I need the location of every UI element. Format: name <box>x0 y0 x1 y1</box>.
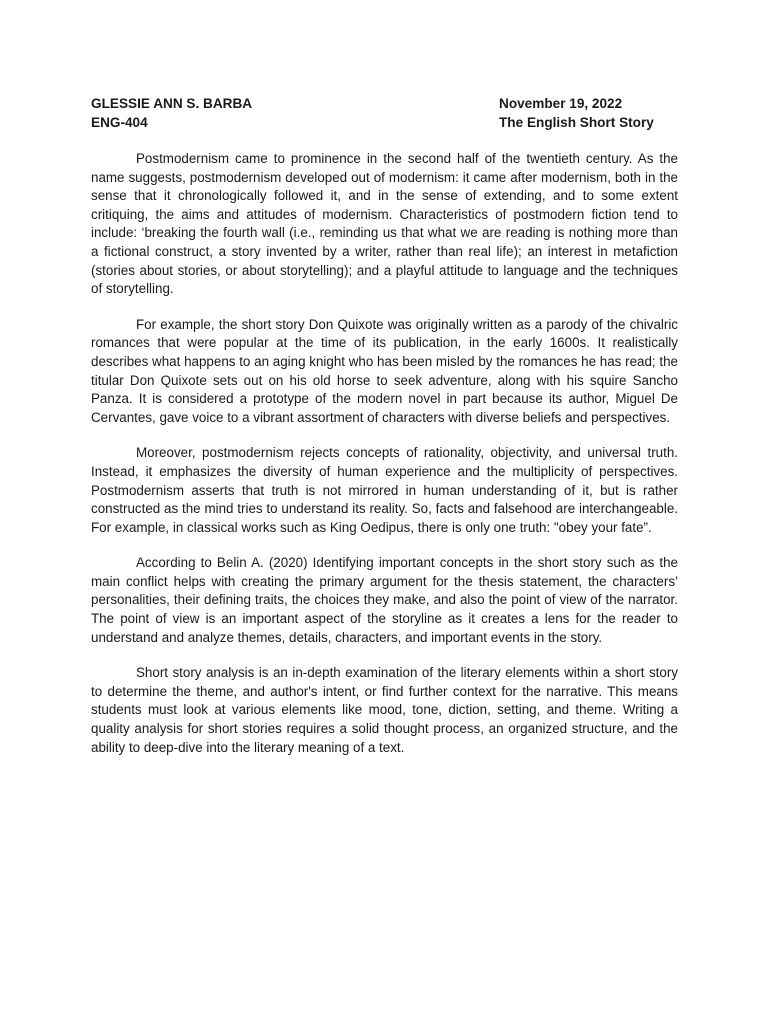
header-row-2 <box>91 113 679 132</box>
paragraph-5: Short story analysis is an in-depth examination of the literary elements within a short story to determine the theme, and author's intent, or find further context for the narrative. This means students must look at various elements like mood, tone, diction, setting, and theme. Writing a quality analysis for short stories requires a solid thought process, an organized structure, and the ability to deep-dive into the literary meaning of a text. <box>91 665 678 755</box>
paragraph-3: Moreover, postmodernism rejects concepts of rationality, objectivity, and universal truth. Instead, it emphasizes the diversity of human experience and the multiplicity of perspectives. Postmodernism asserts that truth is not mirrored in human understanding of it, but is rather constructed as the mind tries to understand its reality. So, facts and falsehood are interchangeable. For example, in classical works such as King Oedipus, there is only one truth: "obey your fate”. <box>91 445 678 535</box>
document-header <box>91 94 679 132</box>
header-row-1 <box>91 94 679 113</box>
paragraph-1: Postmodernism came to prominence in the second half of the twentieth century. As the name suggests, postmodernism developed out of modernism: it came after modernism, both in the sense that it chronologically followed it, and in the sense of extending, and to some extent critiquing, the aims and attitudes of modernism. Characteristics of postmodern fiction tend to include: ‘breaking the fourth wall (i.e., reminding us that what we are reading is nothing more than a fictional construct, a story invented by a writer, rather than real life); an interest in metafiction (stories about stories, or about storytelling); and a playful attitude to language and the techniques of storytelling. <box>91 151 678 297</box>
document-date: November 19, 2022 <box>499 96 623 111</box>
document-subject: The English Short Story <box>499 115 654 130</box>
paragraph-2: For example, the short story Don Quixote was originally written as a parody of the chivalric romances that were popular at the time of its publication, in the early 1600s. It realistically describes what happens to an aging knight who has been misled by the romances he has read; the titular Don Quixote sets out on his old horse to seek adventure, along with his squire Sancho Panza. It is considered a prototype of the modern novel in part because its author, Miguel De Cervantes, gave voice to a vibrant assortment of characters with diverse beliefs and perspectives. <box>91 316 678 425</box>
course-code: ENG-404 <box>91 115 148 130</box>
author-name: GLESSIE ANN S. BARBA <box>91 96 253 111</box>
document-body <box>91 150 678 774</box>
paragraph-4: According to Belin A. (2020) Identifying important concepts in the short story such as the main conflict helps with creating the primary argument for the thesis statement, the characters’ personalities, their defining traits, the choices they make, and also the point of view of the narrator. The point of view is an important aspect of the storyline as it creates a lens for the reader to understand and analyze themes, details, characters, and important events in the story. <box>91 555 678 645</box>
